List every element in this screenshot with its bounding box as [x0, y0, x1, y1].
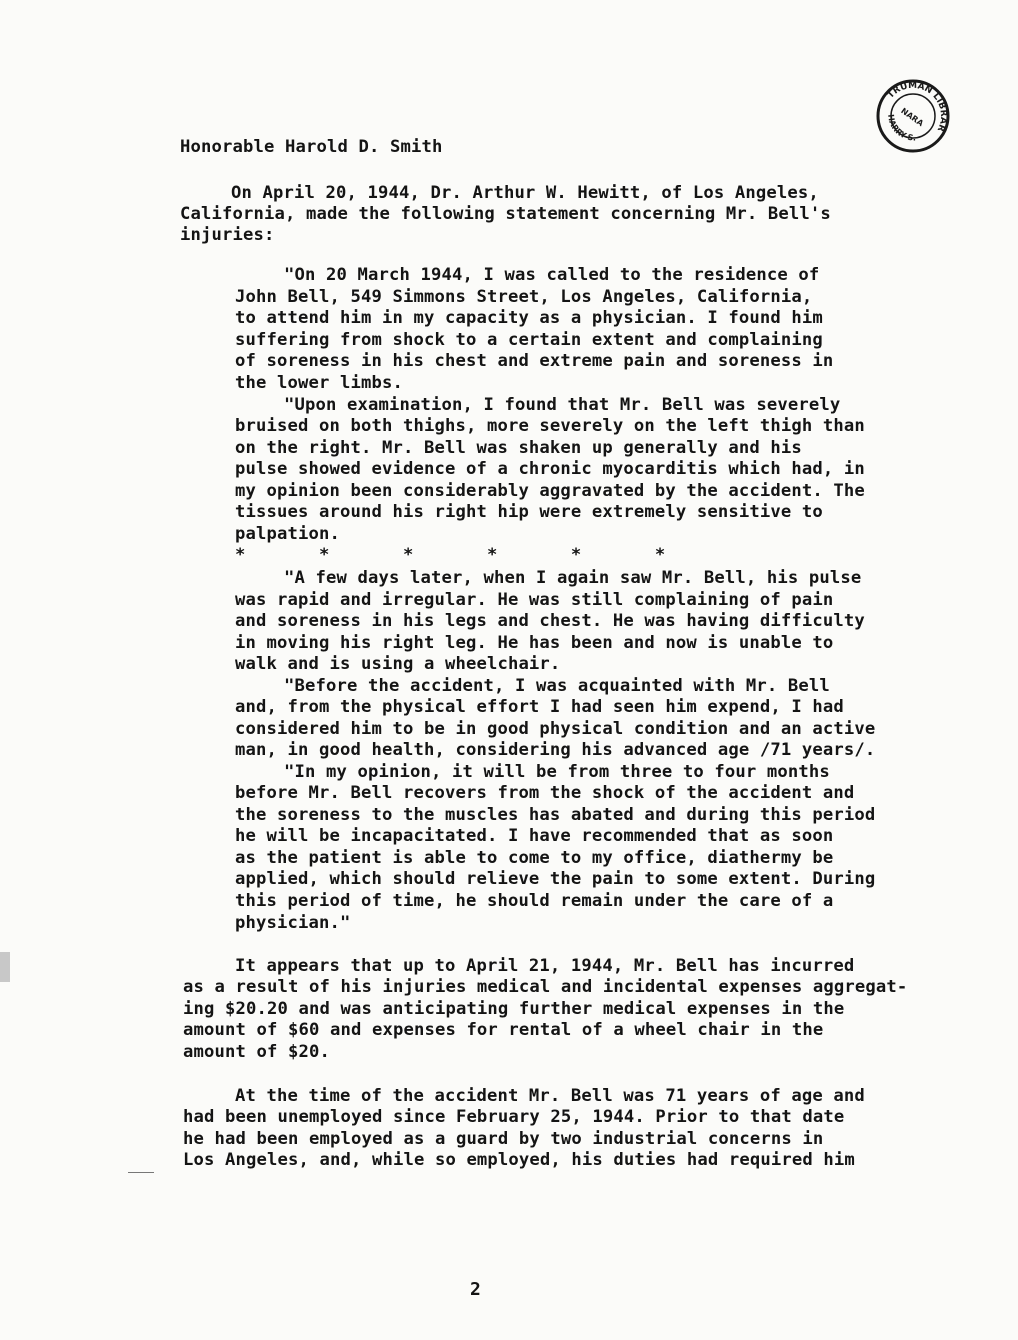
- quote1-line-3: to attend him in my capacity as a physician. I found him: [235, 308, 823, 328]
- page-number: 2: [470, 1279, 481, 1300]
- quote3-line-4: in moving his right leg. He has been and now is unable to: [235, 633, 834, 653]
- para2-line-5: amount of $20.: [183, 1042, 330, 1062]
- para3-line-4: Los Angeles, and, while so employed, his duties had required him: [183, 1150, 855, 1170]
- quote2-line-1: "Upon examination, I found that Mr. Bell was severely: [284, 395, 841, 415]
- quote5-line-7: this period of time, he should remain under the care of a: [235, 891, 834, 911]
- quote5-line-5: as the patient is able to come to my office, diathermy be: [235, 848, 834, 868]
- svg-text:TRUMAN LIBRARY: TRUMAN LIBRARY: [885, 80, 949, 133]
- paper-edge-shadow: [0, 952, 10, 982]
- para2-line-1: It appears that up to April 21, 1944, Mr. Bell has incurred: [235, 956, 855, 976]
- quote5-line-2: before Mr. Bell recovers from the shock of the accident and: [235, 783, 855, 803]
- quote2-line-5: my opinion been considerably aggravated by the accident. The: [235, 481, 865, 501]
- quote3-line-1: "A few days later, when I again saw Mr. Bell, his pulse: [284, 568, 862, 588]
- quote1-line-4: suffering from shock to a certain extent and complaining: [235, 330, 823, 350]
- para2-line-4: amount of $60 and expenses for rental of a wheel chair in the: [183, 1020, 824, 1040]
- quote2-line-7: palpation.: [235, 524, 340, 544]
- quote5-line-4: he will be incapacitated. I have recommended that as soon: [235, 826, 834, 846]
- quote5-line-8: physician.": [235, 913, 351, 933]
- para1-line-1: On April 20, 1944, Dr. Arthur W. Hewitt, of Los Angeles,: [231, 183, 819, 203]
- quote2-line-6: tissues around his right hip were extremely sensitive to: [235, 502, 823, 522]
- quote1-line-2: John Bell, 549 Simmons Street, Los Angeles, California,: [235, 287, 813, 307]
- quote4-line-3: considered him to be in good physical condition and an active: [235, 719, 876, 739]
- quote2-line-2: bruised on both thighs, more severely on the left thigh than: [235, 416, 865, 436]
- para2-line-2: as a result of his injuries medical and incidental expenses aggregat-: [183, 977, 908, 997]
- ellipsis-asterisks: * * * * * *: [235, 545, 666, 565]
- quote2-line-3: on the right. Mr. Bell was shaken up generally and his: [235, 438, 802, 458]
- svg-text:NARA: NARA: [899, 106, 926, 129]
- para1-line-2: California, made the following statement concerning Mr. Bell's: [180, 204, 831, 224]
- quote5-line-6: applied, which should relieve the pain to some extent. During: [235, 869, 876, 889]
- quote5-line-1: "In my opinion, it will be from three to four months: [284, 762, 830, 782]
- quote1-line-6: the lower limbs.: [235, 373, 403, 393]
- svg-text:HARRY S.: HARRY S.: [886, 113, 916, 143]
- salutation: Honorable Harold D. Smith: [180, 137, 443, 157]
- quote2-line-4: pulse showed evidence of a chronic myocarditis which had, in: [235, 459, 865, 479]
- quote4-line-2: and, from the physical effort I had seen him expend, I had: [235, 697, 844, 717]
- quote3-line-3: and soreness in his legs and chest. He was having difficulty: [235, 611, 865, 631]
- quote4-line-4: man, in good health, considering his advanced age /71 years/.: [235, 740, 876, 760]
- quote1-line-5: of soreness in his chest and extreme pain and soreness in: [235, 351, 834, 371]
- para3-line-1: At the time of the accident Mr. Bell was 71 years of age and: [235, 1086, 865, 1106]
- quote3-line-5: walk and is using a wheelchair.: [235, 654, 561, 674]
- para3-line-2: had been unemployed since February 25, 1944. Prior to that date: [183, 1107, 845, 1127]
- para1-line-3: injuries:: [180, 225, 275, 245]
- para2-line-3: ing $20.20 and was anticipating further medical expenses in the: [183, 999, 845, 1019]
- truman-library-stamp: [875, 78, 951, 154]
- quote5-line-3: the soreness to the muscles has abated and during this period: [235, 805, 876, 825]
- margin-tick-mark: [128, 1172, 154, 1173]
- quote3-line-2: was rapid and irregular. He was still complaining of pain: [235, 590, 834, 610]
- quote1-line-1: "On 20 March 1944, I was called to the residence of: [284, 265, 820, 285]
- quote4-line-1: "Before the accident, I was acquainted with Mr. Bell: [284, 676, 830, 696]
- para3-line-3: he had been employed as a guard by two industrial concerns in: [183, 1129, 824, 1149]
